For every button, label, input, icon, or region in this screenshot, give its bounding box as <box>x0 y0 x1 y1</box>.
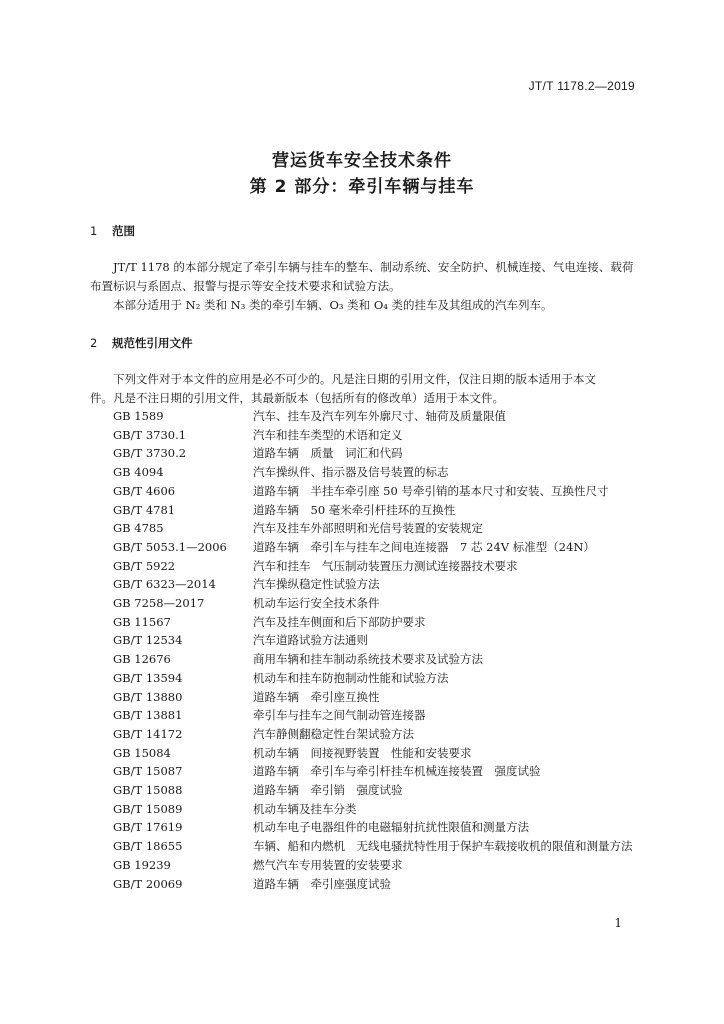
reference-item <box>90 519 638 538</box>
scope-paragraph-line-2: 布置标识与系固点、报警与提示等安全技术要求和试验方法。 <box>90 279 401 293</box>
reference-code: GB 12676 <box>113 652 171 667</box>
reference-title: 道路车辆 牵引销 强度试验 <box>253 783 403 798</box>
reference-title: 机动车电子电器组件的电磁辐射抗扰性限值和测量方法 <box>253 820 529 835</box>
reference-code: GB/T 5053.1—2006 <box>113 539 227 554</box>
section-1-number: 1 <box>90 224 98 238</box>
reference-item <box>90 837 638 856</box>
reference-item <box>90 669 638 688</box>
reference-title: 燃气汽车专用装置的安装要求 <box>253 857 403 872</box>
reference-code: GB/T 4781 <box>113 502 176 517</box>
reference-title: 汽车静侧翻稳定性台架试验方法 <box>253 726 414 741</box>
reference-code: GB/T 12534 <box>113 633 183 648</box>
reference-title: 道路车辆 50 毫米牵引杆挂环的互换性 <box>253 502 456 517</box>
reference-title: 机动车辆 间接视野装置 性能和安装要求 <box>253 745 472 760</box>
reference-title: 道路车辆 牵引车与牵引杆挂车机械连接装置 强度试验 <box>253 764 541 779</box>
reference-code: GB/T 13880 <box>113 689 183 704</box>
reference-code: GB/T 15087 <box>113 764 183 779</box>
reference-item <box>90 706 638 725</box>
section-2-title: 规范性引用文件 <box>112 336 193 350</box>
reference-title: 汽车操纵件、指示器及信号装置的标志 <box>253 465 449 480</box>
reference-title: 汽车及挂车外部照明和光信号装置的安装规定 <box>253 521 483 536</box>
standard-code: JT/T 1178.2—2019 <box>528 79 635 93</box>
reference-item <box>90 725 638 744</box>
reference-title: 机动车辆及挂车分类 <box>253 801 357 816</box>
reference-item <box>90 688 638 707</box>
reference-title: 牵引车与挂车之间气制动管连接器 <box>253 708 426 723</box>
reference-item <box>90 744 638 763</box>
reference-item <box>90 501 638 520</box>
reference-code: GB/T 15088 <box>113 783 183 798</box>
reference-code: GB/T 18655 <box>113 839 183 854</box>
reference-code: GB/T 5922 <box>113 558 176 573</box>
reference-title: 汽车道路试验方法通则 <box>253 633 368 648</box>
reference-title: 机动车和挂车防抱制动性能和试验方法 <box>253 670 449 685</box>
section-2-heading <box>90 335 193 351</box>
reference-title: 商用车辆和挂车制动系统技术要求及试验方法 <box>253 652 483 667</box>
reference-item <box>90 818 638 837</box>
section-1-title: 范围 <box>112 224 135 238</box>
reference-item <box>90 613 638 632</box>
document-subtitle: 第 2 部分：牵引车辆与挂车 <box>249 177 475 197</box>
reference-item <box>90 482 638 501</box>
references-intro-line-2: 件。凡是不注日期的引用文件，其最新版本（包括所有的修改单）适用于本文件。 <box>90 391 504 405</box>
reference-item <box>90 650 638 669</box>
section-2-number: 2 <box>90 336 98 350</box>
reference-title: 车辆、船和内燃机 无线电骚扰特性用于保护车载接收机的限值和测量方法 <box>253 839 633 854</box>
reference-code: GB/T 17619 <box>113 820 183 835</box>
reference-code: GB/T 15089 <box>113 801 183 816</box>
reference-item <box>90 594 638 613</box>
reference-code: GB/T 3730.1 <box>113 427 187 442</box>
reference-title: 汽车操纵稳定性试验方法 <box>253 577 380 592</box>
reference-code: GB 1589 <box>113 409 164 423</box>
reference-item <box>90 463 638 482</box>
reference-code: GB 7258—2017 <box>113 596 205 611</box>
reference-title: 道路车辆 牵引座互换性 <box>253 689 380 704</box>
reference-item <box>90 575 638 594</box>
references-intro-line-1: 下列文件对于本文件的应用是必不可少的。凡是注日期的引用文件，仅注日期的版本适用于本文 <box>113 372 596 386</box>
reference-item <box>90 781 638 800</box>
reference-title: 机动车运行安全技术条件 <box>253 596 380 611</box>
reference-code: GB/T 6323—2014 <box>113 577 216 592</box>
reference-item <box>90 557 638 576</box>
normative-references-list <box>90 407 638 893</box>
reference-item <box>90 444 638 463</box>
reference-item <box>90 875 638 894</box>
reference-title: 汽车和挂车 气压制动装置压力测试连接器技术要求 <box>253 558 518 573</box>
section-1-heading <box>90 223 135 239</box>
reference-code: GB/T 13881 <box>113 708 183 723</box>
page-number: 1 <box>614 916 622 930</box>
reference-title: 汽车、挂车及汽车列车外廓尺寸、轴荷及质量限值 <box>253 409 506 423</box>
reference-code: GB 4785 <box>113 521 164 536</box>
reference-title: 道路车辆 质量 词汇和代码 <box>253 446 403 461</box>
reference-code: GB/T 3730.2 <box>113 446 187 461</box>
reference-item <box>90 538 638 557</box>
reference-item <box>90 426 638 445</box>
reference-title: 道路车辆 牵引座强度试验 <box>253 876 391 891</box>
reference-code: GB/T 20069 <box>113 876 183 891</box>
reference-code: GB/T 13594 <box>113 670 183 685</box>
reference-item <box>90 631 638 650</box>
reference-code: GB 15084 <box>113 745 171 760</box>
reference-code: GB/T 4606 <box>113 483 176 498</box>
reference-title: 汽车及挂车侧面和后下部防护要求 <box>253 614 426 629</box>
reference-title: 汽车和挂车类型的术语和定义 <box>253 427 403 442</box>
scope-applicability-paragraph: 本部分适用于 N₂ 类和 N₃ 类的牵引车辆、O₃ 类和 O₄ 类的挂车及其组成的汽车列车。 <box>113 298 553 312</box>
reference-item <box>90 800 638 819</box>
reference-code: GB/T 14172 <box>113 726 183 741</box>
reference-code: GB 19239 <box>113 857 171 872</box>
reference-code: GB 4094 <box>113 465 164 480</box>
reference-title: 道路车辆 半挂车牵引座 50 号牵引销的基本尺寸和安装、互换性尺寸 <box>253 483 609 498</box>
reference-item <box>90 407 638 426</box>
reference-code: GB 11567 <box>113 614 171 629</box>
scope-paragraph-line-1: JT/T 1178 的本部分规定了牵引车辆与挂车的整车、制动系统、安全防护、机械连接、气电连接、载荷 <box>113 260 634 274</box>
reference-item <box>90 762 638 781</box>
reference-title: 道路车辆 牵引车与挂车之间电连接器 7 芯 24V 标准型（24N） <box>253 539 595 554</box>
document-title: 营运货车安全技术条件 <box>272 151 452 171</box>
reference-item <box>90 856 638 875</box>
